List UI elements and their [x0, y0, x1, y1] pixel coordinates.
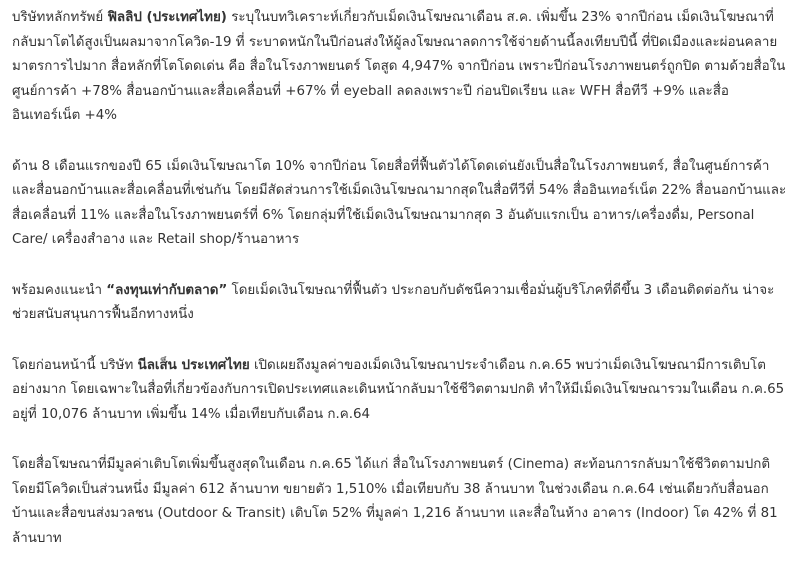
paragraph-2-text: ด้าน 8 เดือนแรกของปี 65 เม็ดเงินโฆษณาโต 10% จากปีก่อน โดยสื่อที่ฟื้นตัวได้โดดเด่นยังเป็นสื่อในโรงภาพยนตร์, สื่อในศูนย์การค้า และสื่อนอกบ้านและสื่อเคลื่อนที่เช่นกัน โดยมีสัดส่วนการใช้เม็ดเงินโฆษณามากสุดในสื่อทีวีที่ 54% สื่ออินเทอร์เน็ต 22% สื่อนอกบ้านและสื่อเคลื่อนที่ 11% และสื่อในโรงภาพยนตร์ที่ 6% โดยกลุ่มที่ใช้เม็ดเงินโฆษณามากสุด 3 อันดับแรกเป็น อาหาร/เครื่องดื่ม, Personal Care/ เครื่องสำอาง และ Retail shop/ร้านอาหาร — [12, 158, 787, 247]
paragraph-5 — [12, 453, 792, 551]
company-name-phillip: ฟิลลิป (ประเทศไทย) — [107, 10, 227, 25]
paragraph-3-text: พร้อมคงแนะนำ — [12, 282, 107, 298]
company-name-nielsen: นีลเส็น ประเทศไทย — [137, 357, 250, 373]
article-body — [12, 6, 792, 577]
recommendation-quote: “ลงทุนเท่ากับตลาด” — [106, 282, 228, 298]
paragraph-4-text: โดยก่อนหน้านี้ บริษัท — [12, 357, 138, 373]
paragraph-3 — [12, 279, 792, 328]
paragraph-1-text: บริษัทหลักทรัพย์ — [12, 10, 108, 25]
paragraph-4-text-cont: เปิดเผยถึงมูลค่าของเม็ดเงินโฆษณาประจำเดือน ก.ค.65 พบว่าเม็ดเงินโฆษณามีการเติบโตอย่างมาก โดยเฉพาะในสื่อที่เกี่ยวข้องกับการเปิดประเทศและเดินหน้ากลับมาใช้ชีวิตตามปกติ ทำให้มีเม็ดเงินโฆษณารวมในเดือน ก.ค.65 อยู่ที่ 10,076 ล้านบาท เพิ่มขึ้น 14% เมื่อเทียบกับเดือน ก.ค.64 — [12, 357, 785, 422]
paragraph-3-text-cont: โดยเม็ดเงินโฆษณาที่ฟื้นตัว ประกอบกับดัชนีความเชื่อมั่นผู้บริโภคที่ดีขึ้น 3 เดือนติดต่อกัน น่าจะช่วยสนับสนุนการฟื้นอีกทางหนึ่ง — [12, 282, 775, 322]
paragraph-1-text-cont: ระบุในบทวิเคราะห์เกี่ยวกับเม็ดเงินโฆษณาเดือน ส.ค. เพิ่มขึ้น 23% จากปีก่อน เม็ดเงินโฆษณาที่กลับมาโตได้สูงเป็นผลมาจากโควิด-19 ที่ ระบาดหนักในปีก่อนส่งให้ผู้ลงโฆษณาลดการใช้จ่ายด้านนี้ลงเทียบปีนี้ ที่ปิดเมืองและผ่อนคลายมาตรการไปมาก สื่อหลักที่โตโดดเด่น คือ สื่อในโรงภาพยนตร์ โตสูด 4,947% จากปีก่อน เพราะปีก่อนโรงภาพยนตร์ถูกปิด ตามด้วยสื่อในศูนย์การค้า +78% สื่อนอกบ้านและสื่อเคลื่อนที่ +67% ที่ eyeball ลดลงเพราะปี ก่อนปิดเรียน และ WFH สื่อทีวี +9% และสื่ออินเทอร์เน็ต +4% — [12, 10, 786, 123]
paragraph-4 — [12, 354, 792, 428]
paragraph-5-text: โดยสื่อโฆษณาที่มีมูลค่าเติบโตเพิ่มขึ้นสูงสุดในเดือน ก.ค.65 ได้แก่ สื่อในโรงภาพยนตร์ (Cinema) สะท้อนการกลับมาใช้ชีวิตตามปกติโดยมีโควิดเป็นส่วนหนึ่ง มีมูลค่า 612 ล้านบาท ขยายตัว 1,510% เมื่อเทียบกับ 38 ล้านบาท ในช่วงเดือน ก.ค.64 เช่นเดียวกับสื่อนอกบ้านและสื่อขนส่งมวลชน (Outdoor & Transit) เติบโต 52% ที่มูลค่า 1,216 ล้านบาท และสื่อในห้าง อาคาร (Indoor) โต 42% ที่ 81 ล้านบาท — [12, 457, 778, 546]
paragraph-1 — [12, 6, 792, 129]
paragraph-2 — [12, 155, 792, 253]
